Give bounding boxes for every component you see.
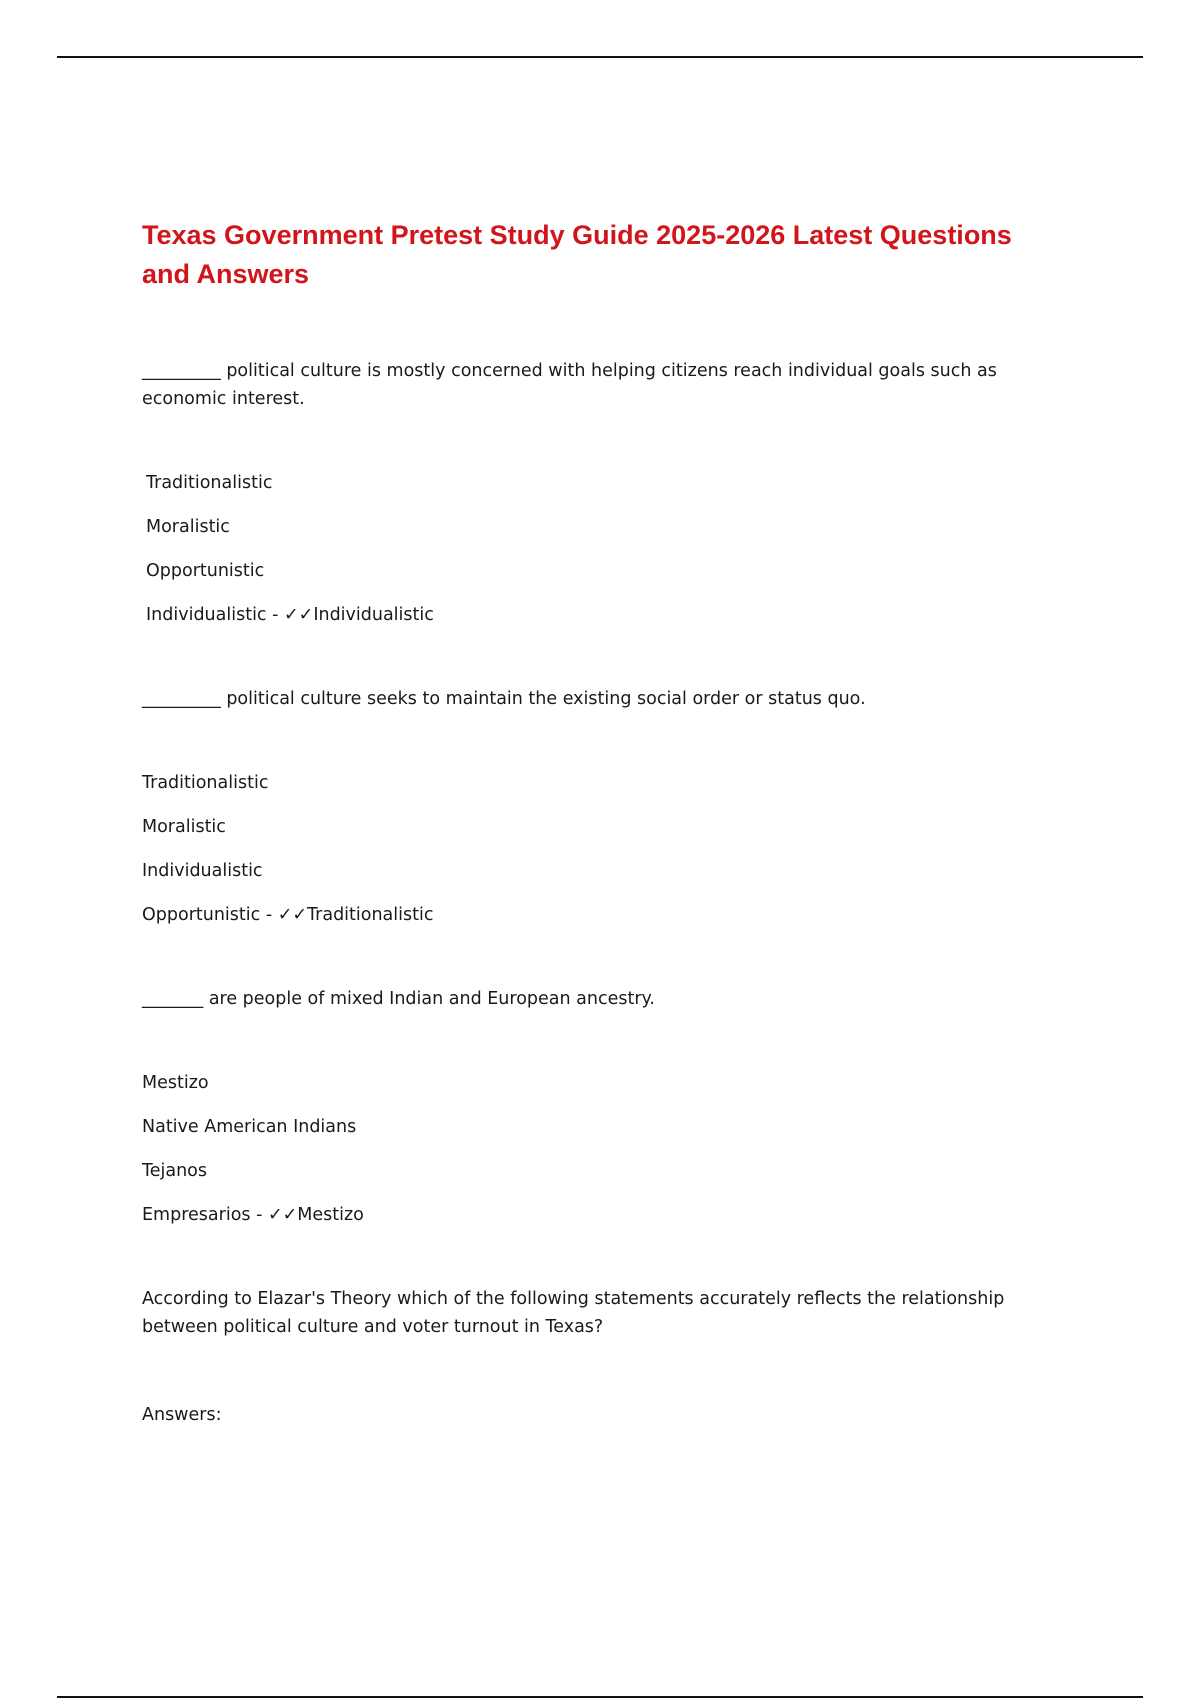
question-4-prompt: According to Elazar's Theory which of the following statements accurately reflects the relationship between political culture and voter turnout in Texas?: [142, 1289, 1005, 1337]
question-1-option-1: Traditionalistic: [146, 473, 273, 493]
document-title: Texas Government Pretest Study Guide 2025-2026 Latest Questions and Answers: [142, 220, 1012, 289]
question-3-option-2: Native American Indians: [142, 1117, 357, 1137]
question-2-option-3: Individualistic: [142, 861, 263, 881]
question-2-prompt: _________ political culture seeks to maintain the existing social order or status quo.: [142, 689, 866, 709]
question-1-option-2: Moralistic: [146, 517, 230, 537]
answers-label: Answers:: [142, 1405, 222, 1425]
question-2-option-2: Moralistic: [142, 817, 226, 837]
header-rule: [57, 56, 1143, 58]
question-3-option-4-answer: Empresarios - ✓✓Mestizo: [142, 1205, 364, 1225]
question-1-option-4-answer: Individualistic - ✓✓Individualistic: [146, 605, 434, 625]
footer-rule: [57, 1696, 1143, 1698]
question-2-option-1: Traditionalistic: [142, 773, 269, 793]
question-3-prompt: _______ are people of mixed Indian and European ancestry.: [142, 989, 655, 1009]
question-1-options: [142, 471, 1042, 627]
question-2-option-4-answer: Opportunistic - ✓✓Traditionalistic: [142, 905, 434, 925]
question-1-prompt: _________ political culture is mostly concerned with helping citizens reach individual goals such as economic interest.: [142, 361, 997, 409]
question-3-option-3: Tejanos: [142, 1161, 207, 1181]
document-body: [142, 216, 1042, 1427]
question-3-options: [142, 1071, 1042, 1227]
question-3-option-1: Mestizo: [142, 1073, 209, 1093]
question-1-option-3: Opportunistic: [146, 561, 265, 581]
question-2-options: [142, 771, 1042, 927]
